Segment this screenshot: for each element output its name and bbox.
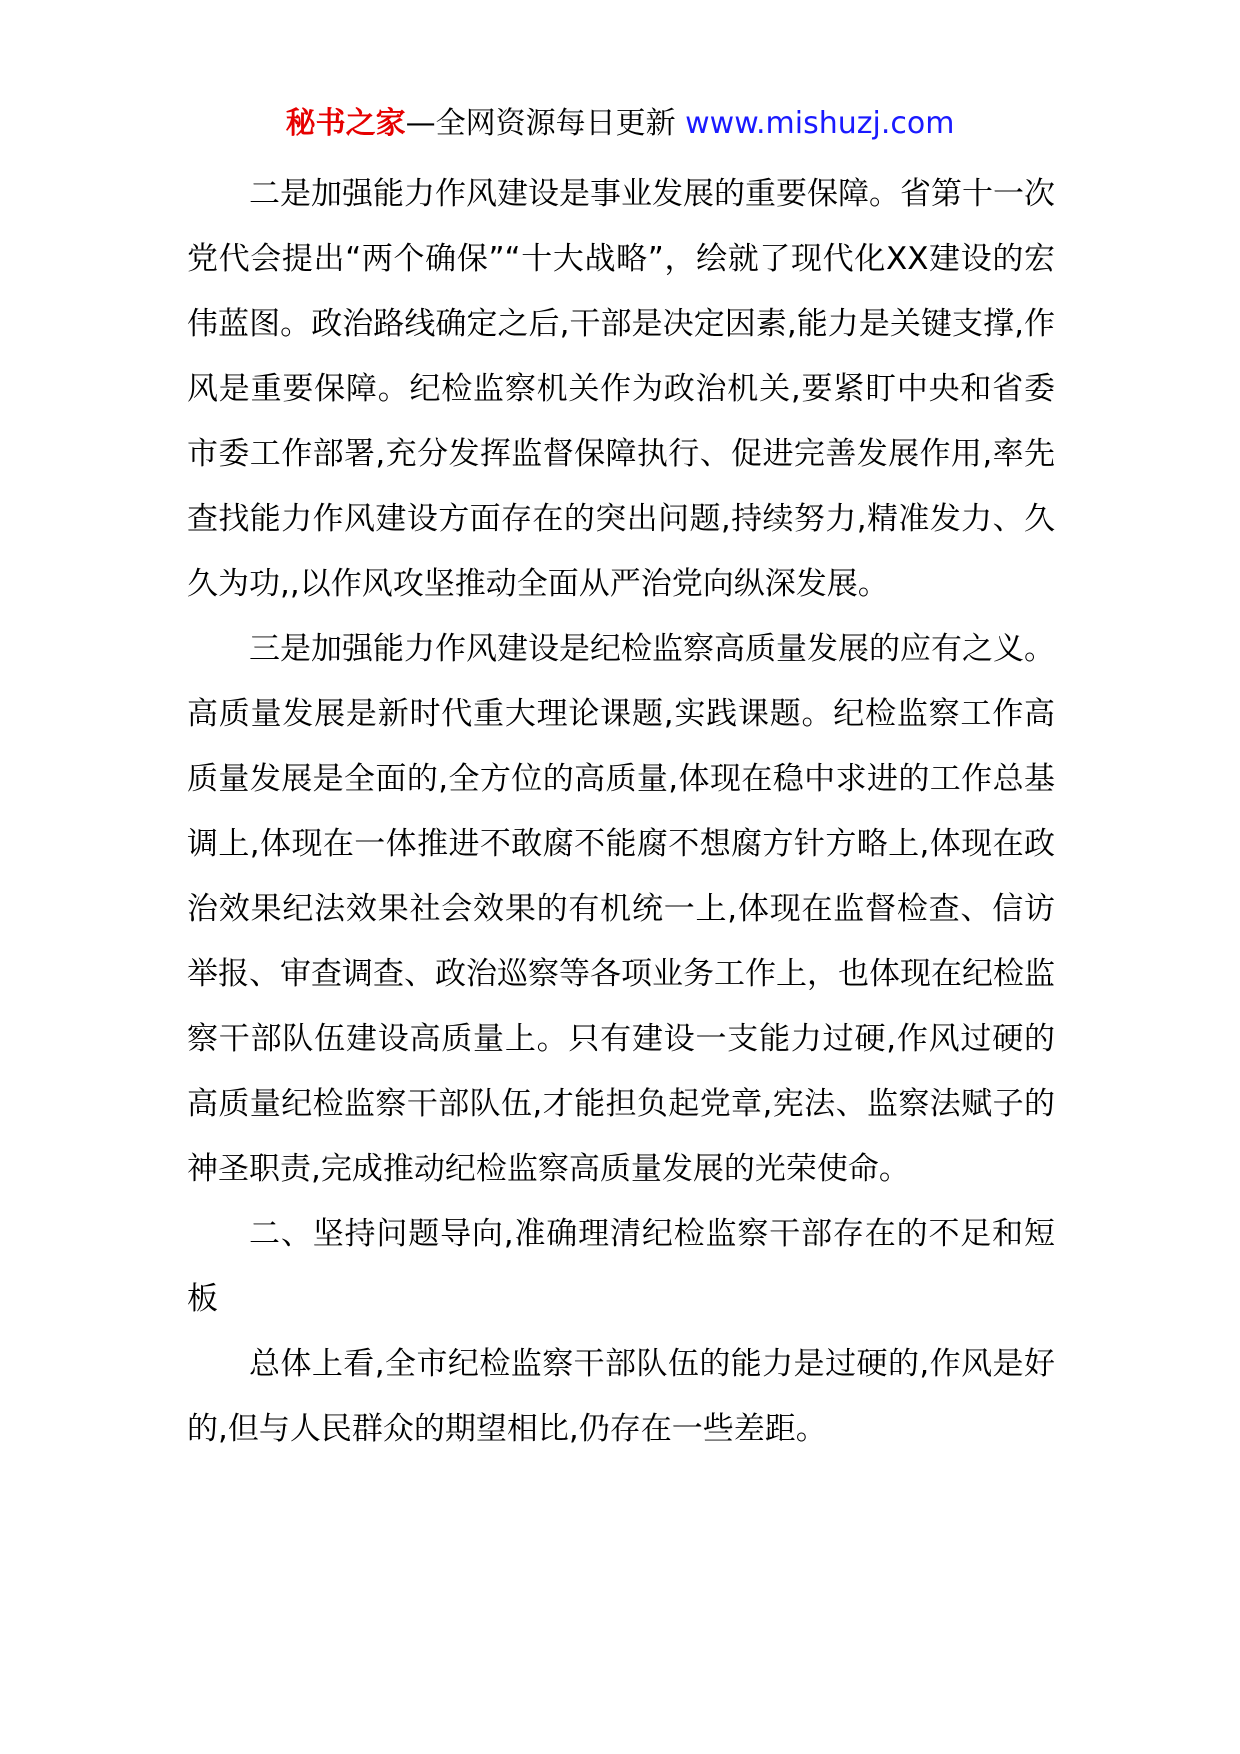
paragraph-importance-two: 二是加强能力作风建设是事业发展的重要保障。省第十一次党代会提出“两个确保”“十大战略”，绘就了现代化XX建设的宏伟蓝图。政治路线确定之后,干部是决定因素,能力是关键支撑,作风是重要保障。纪检监察机关作为政治机关,要紧盯中央和省委市委工作部署,充分发挥监督保障执行、促进完善发展作用,率先查找能力作风建设方面存在的突出问题,持续努力,精准发力、久久为功,,以作风攻坚推动全面从严治党向纵深发展。	[187, 176, 1055, 602]
paragraph-overview: 总体上看,全市纪检监察干部队伍的能力是过硬的,作风是好的,但与人民群众的期望相比,仍存在一些差距。	[187, 1346, 1055, 1447]
page-header	[0, 104, 1240, 144]
header-slogan: —全网资源每日更新	[405, 106, 686, 141]
document-body	[187, 162, 1055, 1462]
section-heading-two: 二、坚持问题导向,准确理清纪检监察干部存在的不足和短板	[187, 1216, 1055, 1317]
header-brand: 秘书之家	[285, 106, 406, 141]
paragraph-importance-three: 三是加强能力作风建设是纪检监察高质量发展的应有之义。高质量发展是新时代重大理论课题,实践课题。纪检监察工作高质量发展是全面的,全方位的高质量,体现在稳中求进的工作总基调上,体现在一体推进不敢腐不能腐不想腐方针方略上,体现在政治效果纪法效果社会效果的有机统一上,体现在监督检查、信访举报、审查调查、政治巡察等各项业务工作上，也体现在纪检监察干部队伍建设高质量上。只有建设一支能力过硬,作风过硬的高质量纪检监察干部队伍,才能担负起党章,宪法、监察法赋子的神圣职责,完成推动纪检监察高质量发展的光荣使命。	[187, 631, 1055, 1187]
header-url-link[interactable]: www.mishuzj.com	[685, 106, 955, 141]
